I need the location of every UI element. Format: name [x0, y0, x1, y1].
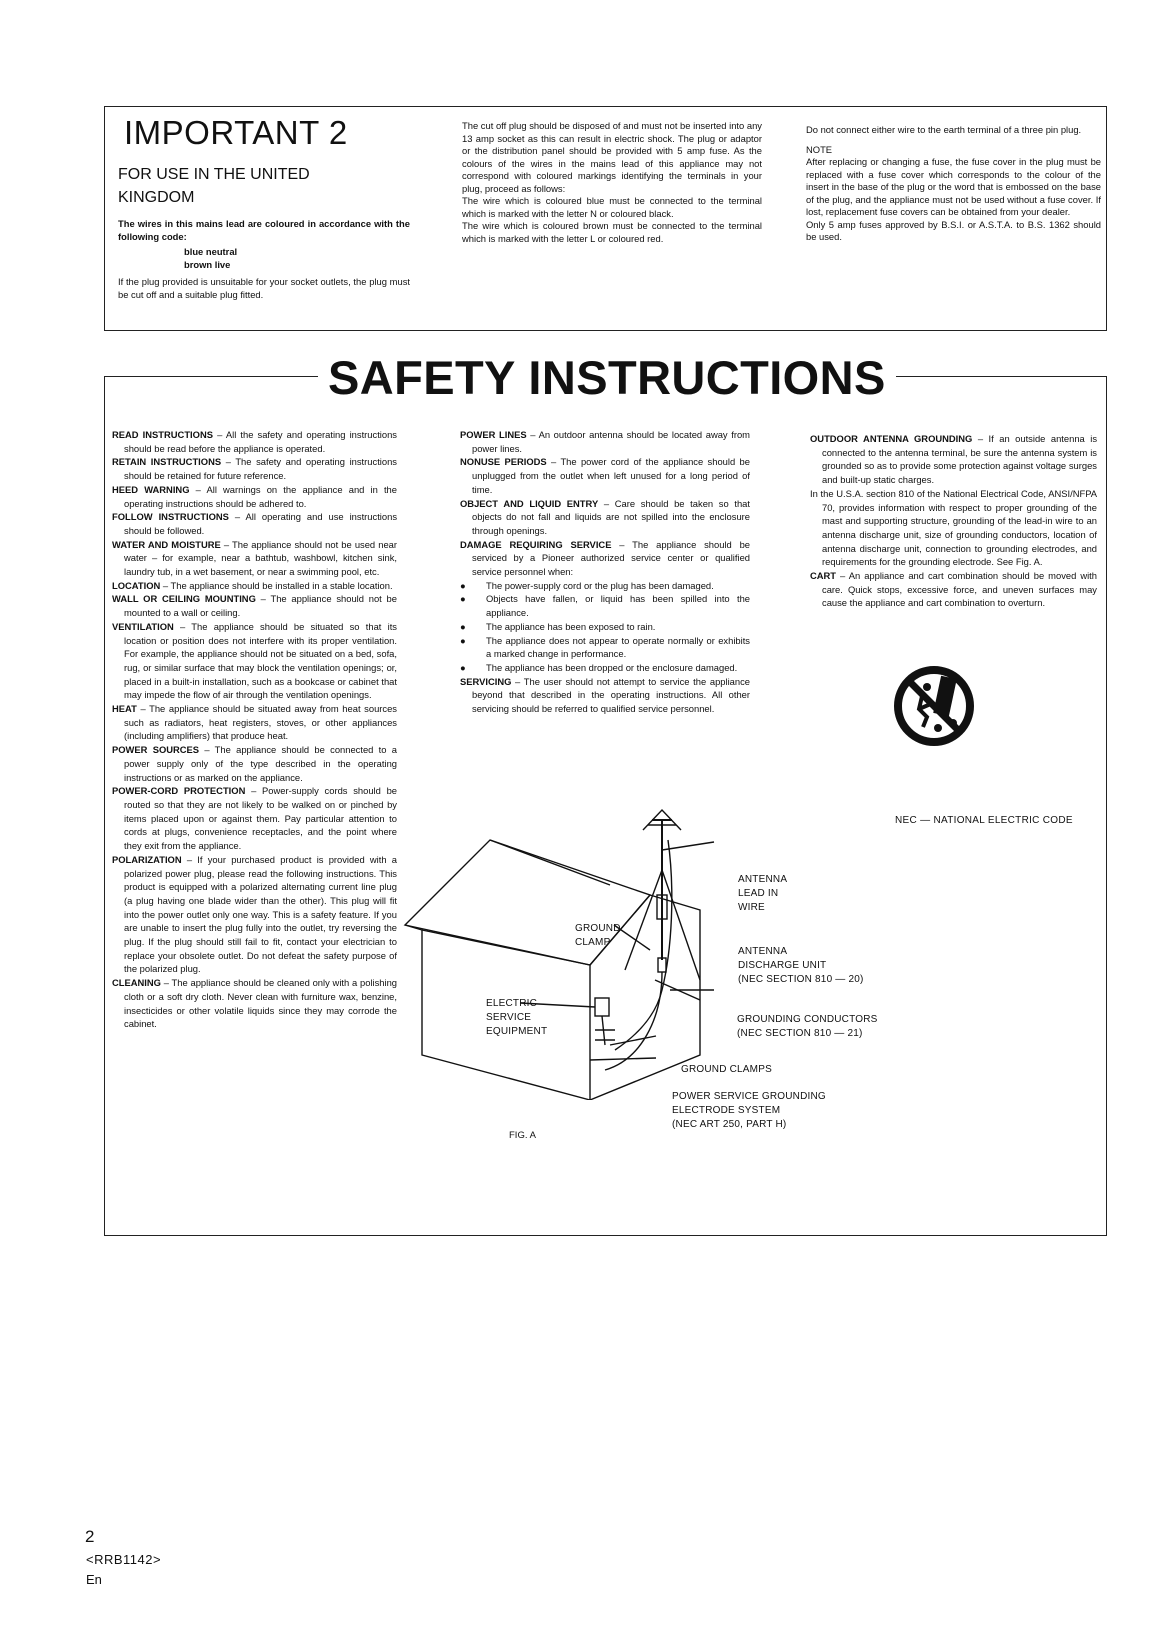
- service-condition-item: [460, 620, 750, 634]
- safety-item: [112, 976, 397, 1031]
- service-condition-text: The appliance does not appear to operate normally or exhibits a marked change in performance.: [486, 634, 750, 660]
- safety-item-heading: SERVICING: [460, 675, 512, 687]
- safety-item-text: – The appliance should be situated away from heat sources such as radiators, heat registers, stoves, or other appliances (including amplifiers) that produce heat.: [124, 703, 397, 742]
- language-code: En: [86, 1572, 102, 1587]
- label-ground-clamps: GROUND CLAMPS: [681, 1064, 772, 1075]
- subtitle-line: KINGDOM: [118, 189, 195, 206]
- safety-item-text: – All operating and use instructions should be followed.: [124, 511, 398, 536]
- important-subtitle: [118, 163, 438, 209]
- service-condition-text: Objects have fallen, or liquid has been spilled into the appliance.: [486, 593, 750, 619]
- document-code: <RRB1142>: [86, 1552, 162, 1567]
- safety-item: [460, 538, 750, 579]
- wire-codes: [118, 246, 418, 271]
- safety-item-heading: NONUSE PERIODS: [460, 456, 547, 468]
- service-condition-text: The power-supply cord or the plug has been damaged.: [486, 579, 714, 591]
- safety-column-middle: [460, 428, 750, 716]
- safety-item-text: – If your purchased product is provided with a polarized power plug, please read the following instructions. This product is equipped with a polarized alternating current line plug (a plug having one blade wider than the other). This plug will fit into the power outlet only one way. This is a safety feature. If you are unable to insert the plug fully into the outlet, try reversing the plug. If the plug should still fail to fit, contact your electrician to replace your obsolete outlet. Do not defeat the safety purpose of the polarized plug.: [124, 853, 397, 975]
- safety-item-heading: POWER SOURCES: [112, 744, 200, 756]
- plug-text: If the plug provided is unsuitable for your socket outlets, the plug must be cut off and a suitable plug fitted.: [118, 276, 410, 300]
- safety-item-heading: HEED WARNING: [112, 483, 190, 495]
- safety-item-heading: WALL OR CEILING MOUNTING: [112, 593, 256, 605]
- safety-item-text: – The power cord of the appliance should be unplugged from the outlet when left unused for a long period of time.: [472, 456, 750, 495]
- safety-item-heading: VENTILATION: [112, 620, 174, 632]
- subtitle-line: FOR USE IN THE UNITED: [118, 166, 310, 183]
- service-condition-item: [460, 579, 750, 593]
- safety-item: [112, 510, 397, 537]
- safety-item-text: – The appliance should be serviced by a Pioneer authorized service center or qualified service personnel when:: [472, 538, 750, 578]
- safety-item-text: – The user should not attempt to service the appliance beyond that described in the operating instructions. All other servicing should be referred to qualified service personnel.: [472, 675, 750, 715]
- service-condition-item: [460, 592, 750, 619]
- service-condition-item: [460, 661, 750, 675]
- important-column-3: [806, 124, 1101, 244]
- service-condition-text: The appliance has been dropped or the enclosure damaged.: [486, 661, 738, 673]
- safety-item-text: – All warnings on the appliance and in the operating instructions should be adhered to.: [124, 483, 397, 509]
- safety-item-text: – All the safety and operating instructions should be read before the appliance is operated.: [124, 429, 397, 454]
- paragraph: The wire which is coloured blue must be connected to the terminal which is marked with the letter N or coloured black.: [462, 195, 762, 219]
- safety-item: [460, 428, 750, 455]
- safety-item-heading: DAMAGE REQUIRING SERVICE: [460, 538, 612, 550]
- bullet-icon: ●: [460, 593, 466, 605]
- safety-item-text: – The safety and operating instructions should be retained for future reference.: [124, 456, 397, 482]
- safety-item: [112, 538, 397, 579]
- code-brown: brown live: [184, 258, 231, 270]
- safety-item: [460, 675, 750, 716]
- safety-item: [112, 483, 397, 510]
- safety-item: [112, 428, 397, 455]
- safety-item-text: – The appliance should not be mounted to a wall or ceiling.: [124, 593, 397, 619]
- service-condition-text: The appliance has been exposed to rain.: [486, 620, 656, 632]
- code-blue: blue neutral: [184, 246, 238, 257]
- safety-item-text: – The appliance should be situated so that its location or position does not interfere with its proper ventilation. For example, the appliance should not be situated on a bed, sofa, rug, or similar surface that may block the ventilation openings; or, placed in a built-in installation, such as a bookcase or cabinet that may impede the flow of air through the ventilation openings.: [124, 620, 397, 701]
- bullet-icon: ●: [460, 620, 466, 632]
- nec-label: NEC — NATIONAL ELECTRIC CODE: [895, 815, 1073, 826]
- safety-item-text: – The appliance should be cleaned only with a polishing cloth or a soft dry cloth. Never clean with furniture wax, benzine, insecticides or other volatile liquids since they may corrode the cabinet.: [124, 977, 397, 1030]
- safety-item-heading: POWER LINES: [460, 429, 527, 440]
- safety-item-text: In the U.S.A. section 810 of the National Electrical Code, ANSI/NFPA 70, provides information with respect to proper grounding of the mast and supporting structure, grounding of the lead-in wire to an antenna discharge unit, size of grounding conductors, location of antenna discharge unit, connection to grounding electrodes, and requirements for the grounding electrode. See Fig. A.: [810, 487, 1097, 568]
- safety-item-heading: OBJECT AND LIQUID ENTRY: [460, 497, 599, 509]
- safety-item: [810, 569, 1097, 610]
- safety-item-heading: CART: [810, 570, 837, 582]
- safety-title: SAFETY INSTRUCTIONS: [318, 350, 896, 405]
- page-number: 2: [85, 1527, 95, 1546]
- safety-item-heading: CLEANING: [112, 977, 161, 989]
- safety-item-text: – Care should be taken so that objects do not fall and liquids are not spilled into the enclosure through openings.: [472, 497, 751, 536]
- safety-item: [112, 579, 397, 593]
- safety-item: [112, 592, 397, 619]
- label-ground-clamp: GROUND CLAMP: [575, 923, 621, 948]
- safety-item-heading: HEAT: [112, 703, 137, 715]
- label-power-service-grounding: POWER SERVICE GROUNDING ELECTRODE SYSTEM (NEC ART 250, PART H): [672, 1091, 826, 1130]
- safety-item-text: – Power-supply cords should be routed so that they are not likely to be walked on or pinched by items placed upon or against them. Pay particular attention to cords at plugs, convenience receptacles, and the point where they exit from the appliance.: [124, 785, 397, 852]
- safety-item: [112, 620, 397, 702]
- safety-item-heading: POLARIZATION: [112, 853, 182, 865]
- note-heading: NOTE: [806, 143, 833, 155]
- safety-item: [460, 455, 750, 496]
- safety-item-text: – An outdoor antenna should be located away from power lines.: [472, 429, 750, 454]
- safety-item-heading: RETAIN INSTRUCTIONS: [112, 456, 222, 468]
- important-column-2: [462, 120, 762, 245]
- safety-item: [810, 432, 1097, 487]
- safety-item-text: – The appliance should be connected to a power supply only of the type described in the operating instructions or as marked on the appliance.: [124, 744, 397, 783]
- safety-item-heading: OUTDOOR ANTENNA GROUNDING: [810, 433, 973, 444]
- safety-item: [112, 784, 397, 853]
- wires-intro: The wires in this mains lead are coloured in accordance with the following code:: [118, 218, 410, 242]
- bullet-icon: ●: [460, 661, 466, 673]
- safety-item-heading: LOCATION: [112, 579, 161, 591]
- service-condition-item: [460, 634, 750, 661]
- paragraph: Do not connect either wire to the earth terminal of a three pin plug.: [806, 124, 1082, 135]
- paragraph: The wire which is coloured brown must be connected to the terminal which is marked with the letter L or coloured red.: [462, 220, 762, 244]
- safety-column-left: [112, 428, 397, 1031]
- safety-item-text: – If an outside antenna is connected to the antenna terminal, be sure the antenna system is grounded so as to provide some protection against voltage surges and built-up static charges.: [822, 433, 1098, 486]
- label-grounding-conductors: GROUNDING CONDUCTORS (NEC SECTION 810 — 21): [737, 1014, 878, 1039]
- safety-item-text: – The appliance should be installed in a stable location.: [160, 579, 393, 591]
- safety-item-heading: FOLLOW INSTRUCTIONS: [112, 511, 229, 523]
- safety-column-right: [810, 432, 1097, 610]
- safety-item: [810, 487, 1097, 569]
- safety-item: [112, 853, 397, 976]
- label-electric-service-equipment: ELECTRIC SERVICE EQUIPMENT: [486, 998, 548, 1037]
- paragraph: The cut off plug should be disposed of and must not be inserted into any 13 amp socket as this can result in electric shock. The plug or adaptor or the distribution panel should be provided with 5 amp fuse. As the colours of the wires in the mains lead of this appliance may not correspond with coloured markings identifying the terminals in your plug, proceed as follows:: [462, 120, 762, 194]
- safety-item-text: – The appliance should not be used near water – for example, near a bathtub, washbowl, kitchen sink, laundry tub, in a wet basement, or near a swimming pool, etc.: [124, 538, 397, 578]
- safety-item-heading: WATER AND MOISTURE: [112, 538, 221, 550]
- label-antenna-lead-in: ANTENNA LEAD IN WIRE: [738, 874, 788, 913]
- paragraph: After replacing or changing a fuse, the fuse cover in the plug must be replaced with a fuse cover which corresponds to the colour of the insert in the base of the plug or the word that is embossed on the base of the plug, and the appliance must not be used without a fuse cover. If lost, replacement fuse covers can be obtained from your dealer.: [806, 156, 1101, 217]
- safety-item: [460, 497, 750, 538]
- safety-item-heading: READ INSTRUCTIONS: [112, 429, 213, 440]
- bullet-icon: ●: [460, 634, 466, 646]
- important-title: IMPORTANT 2: [124, 114, 348, 151]
- bullet-icon: ●: [460, 579, 466, 591]
- safety-item: [112, 743, 397, 784]
- cart-warning-icon: [893, 665, 975, 747]
- safety-item-heading: POWER-CORD PROTECTION: [112, 785, 246, 797]
- paragraph: Only 5 amp fuses approved by B.S.I. or A.S.T.A. to B.S. 1362 should be used.: [806, 218, 1101, 242]
- safety-item: [112, 455, 397, 482]
- figure-caption: FIG. A: [509, 1130, 536, 1141]
- label-antenna-discharge-unit: ANTENNA DISCHARGE UNIT (NEC SECTION 810 — 20): [738, 946, 864, 985]
- antenna-grounding-diagram: [400, 800, 740, 1100]
- safety-item: [112, 702, 397, 743]
- safety-item-text: – An appliance and cart combination should be moved with care. Quick stops, excessive force, and uneven surfaces may cause the appliance and cart combination to overturn.: [822, 570, 1097, 609]
